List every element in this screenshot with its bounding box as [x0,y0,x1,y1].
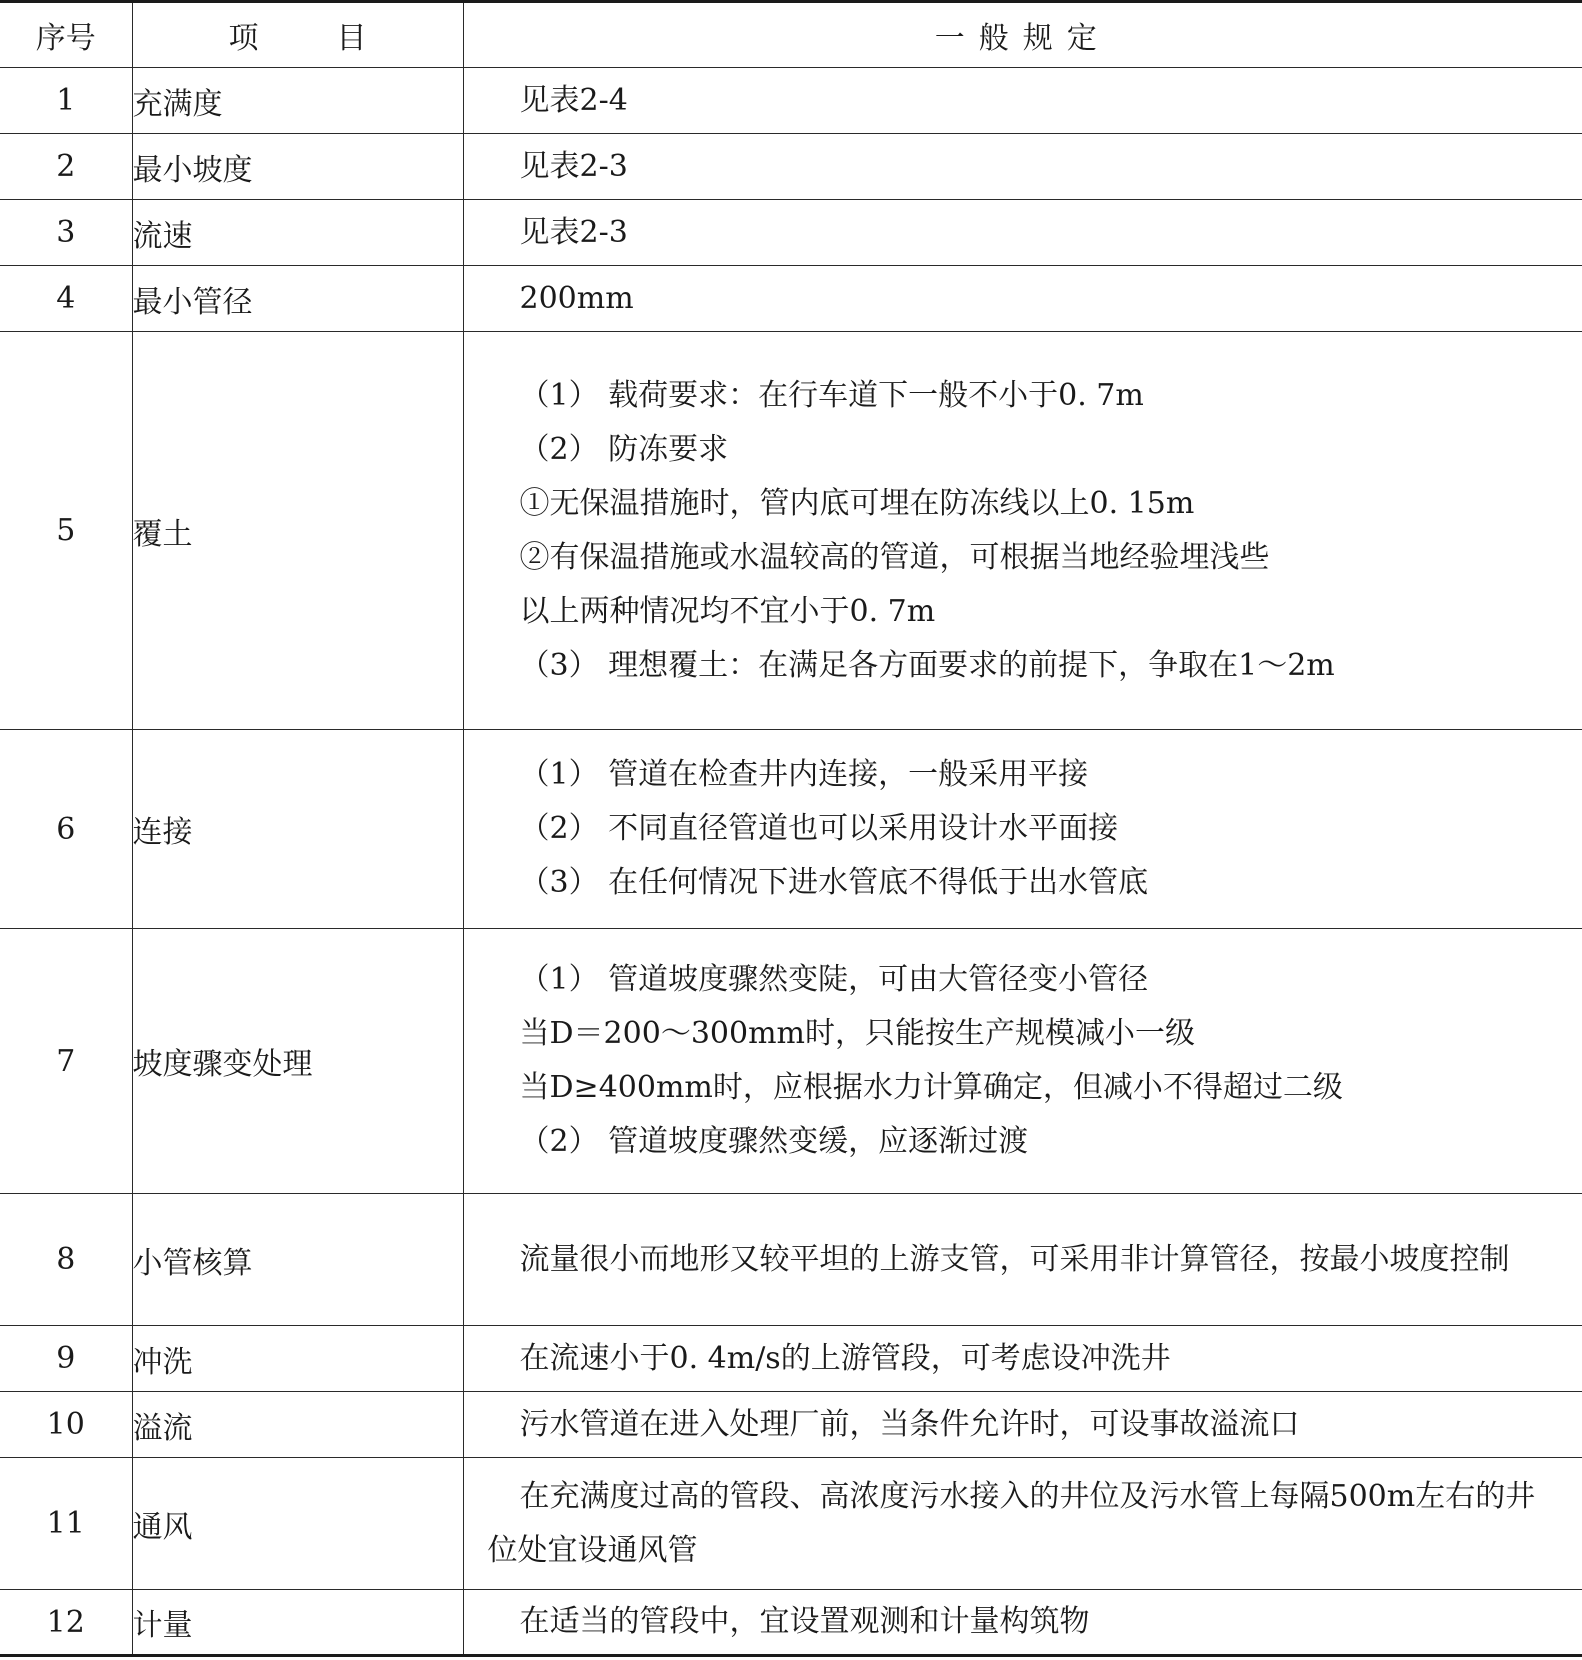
row-item: 通风 [132,1458,463,1590]
row-rule [463,68,1582,134]
row-rule [463,1458,1582,1590]
row-serial-number: 2 [0,134,132,200]
table-row [0,68,1582,134]
row-item: 流速 [132,200,463,266]
rule-line: ②有保温措施或水温较高的管道，可根据当地经验埋浅些 [519,539,1270,575]
row-rule [463,929,1582,1194]
row-rule [463,730,1582,929]
table-row [0,332,1582,730]
table-row [0,1392,1582,1458]
table-row [0,1590,1582,1656]
row-serial-number: 12 [0,1590,132,1656]
row-serial-number: 11 [0,1458,132,1590]
table-row [0,929,1582,1194]
row-serial-number: 4 [0,266,132,332]
row-serial-number: 8 [0,1194,132,1326]
row-item: 覆土 [132,332,463,730]
rule-line: ①无保温措施时，管内底可埋在防冻线以上0. 15m [519,485,1195,521]
table-row [0,1326,1582,1392]
rule-line: 以上两种情况均不宜小于0. 7m [519,593,936,629]
table-row [0,266,1582,332]
header-row [0,2,1582,68]
rule-line: （1） 管道在检查井内连接，一般采用平接 [519,757,1089,792]
header-item [132,2,463,68]
rule-line: 当D≥400mm时，应根据水力计算确定，但减小不得超过二级 [519,1070,1343,1105]
rule-line: 见表2-4 [519,82,628,118]
rule-paragraph: 流量很小而地形又较平坦的上游支管，可采用非计算管径，按最小坡度控制 [519,1241,1510,1277]
header-item-char-1: 项 [228,21,259,56]
rule-line: 在适当的管段中，宜设置观测和计量构筑物 [519,1604,1090,1639]
row-rule [463,134,1582,200]
row-rule [463,1392,1582,1458]
row-item: 连接 [132,730,463,929]
rule-line: （2） 管道坡度骤然变缓，应逐渐过渡 [519,1124,1029,1159]
row-item: 坡度骤变处理 [132,929,463,1194]
table-row [0,1458,1582,1590]
header-item-char-2: 目 [336,21,367,56]
table-row [0,730,1582,929]
row-rule [463,200,1582,266]
row-item: 冲洗 [132,1326,463,1392]
rule-line: （2） 防冻要求 [519,431,729,467]
table-row [0,1194,1582,1326]
table-row [0,200,1582,266]
row-serial-number: 3 [0,200,132,266]
row-serial-number: 6 [0,730,132,929]
rule-line: （1） 载荷要求：在行车道下一般不小于0. 7m [519,377,1144,413]
rule-line: （2） 不同直径管道也可以采用设计水平面接 [519,811,1119,846]
row-rule [463,1194,1582,1326]
row-item: 最小坡度 [132,134,463,200]
row-rule [463,332,1582,730]
rule-line: （3） 在任何情况下进水管底不得低于出水管底 [519,865,1149,900]
header-serial-number: 序号 [0,2,132,68]
rule-line: 见表2-3 [519,148,628,184]
row-serial-number: 7 [0,929,132,1194]
row-serial-number: 9 [0,1326,132,1392]
row-serial-number: 1 [0,68,132,134]
row-serial-number: 5 [0,332,132,730]
row-item: 小管核算 [132,1194,463,1326]
row-serial-number: 10 [0,1392,132,1458]
rule-line: 污水管道在进入处理厂前，当条件允许时，可设事故溢流口 [519,1406,1300,1442]
row-item: 溢流 [132,1392,463,1458]
row-rule [463,1590,1582,1656]
rule-line: （1） 管道坡度骤然变陡，可由大管径变小管径 [519,962,1149,997]
rule-line: 当D＝200～300mm时，只能按生产规模减小一级 [519,1016,1195,1051]
rule-line: 在流速小于0. 4m/s的上游管段，可考虑设冲洗井 [519,1340,1171,1376]
row-rule [463,1326,1582,1392]
rule-line: 200mm [519,280,634,316]
rule-line: 见表2-3 [519,214,628,250]
row-item: 最小管径 [132,266,463,332]
rule-paragraph: 在充满度过高的管段、高浓度污水接入的井位及污水管上每隔500m左右的井位处宜设通风管 [487,1478,1536,1568]
row-item: 计量 [132,1590,463,1656]
rule-line: （3） 理想覆土：在满足各方面要求的前提下，争取在1～2m [519,647,1335,683]
row-item: 充满度 [132,68,463,134]
header-general-rule: 一般规定 [463,2,1582,68]
row-rule [463,266,1582,332]
table-row [0,134,1582,200]
